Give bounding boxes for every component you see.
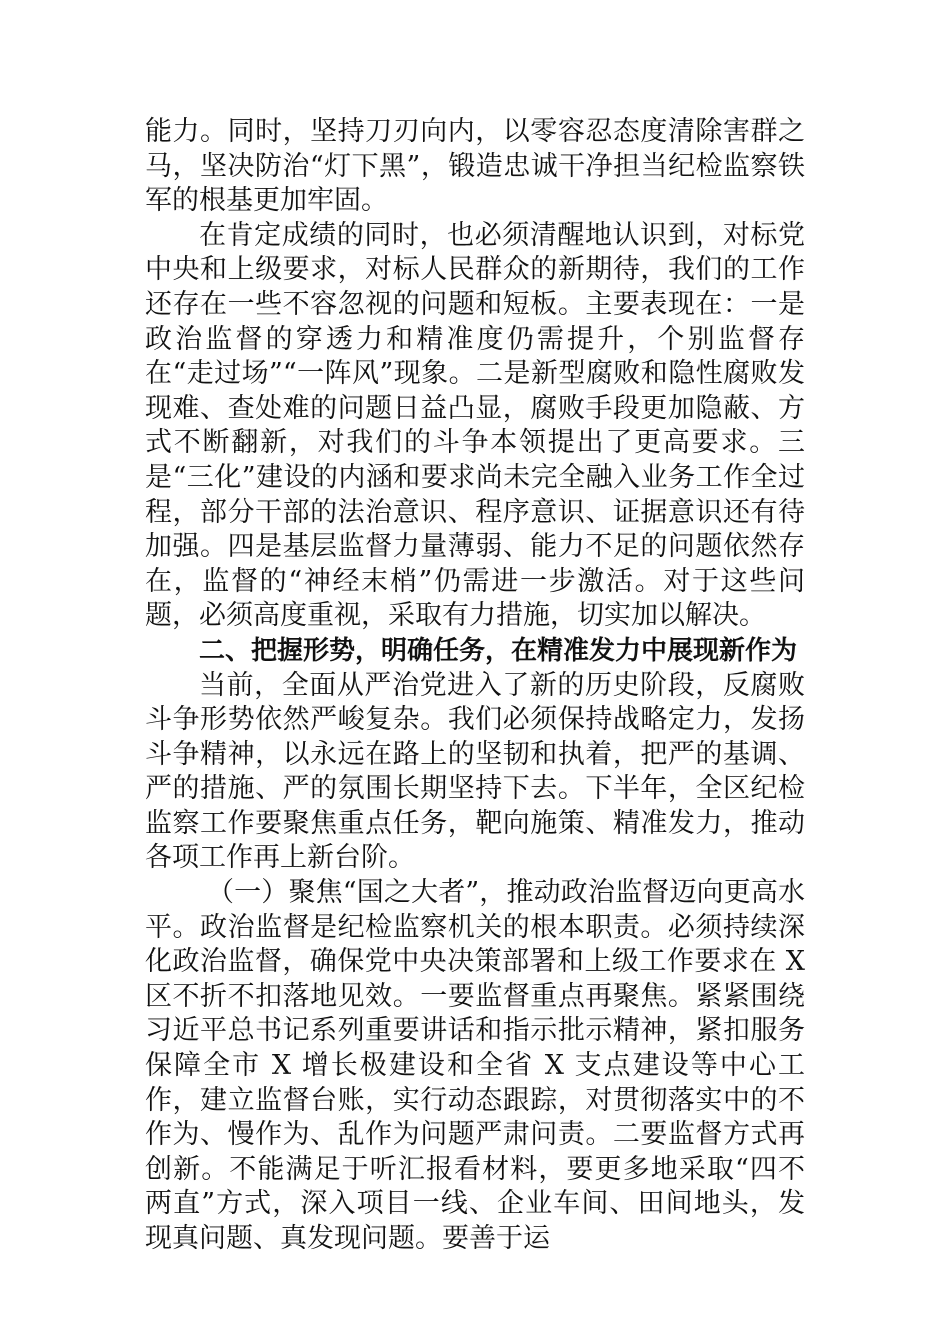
section-heading: 二、把握形势，明确任务，在精准发力中展现新作为: [199, 635, 798, 666]
paragraph-political-supervision: （一）聚焦“国之大者”，推动政治监督迈向更高水平。政治监督是纪检监察机关的根本职责。必须持续深化政治监督，确保党中央决策部署和上级工作要求在 X 区不折不扣落地见效。一要监督重点再聚焦。紧紧围绕习近平总书记系列重要讲话和指示批示精神，紧扣服务保障全市 X 增长极建设和全省 X 支点建设等中心工作，建立监督台账，实行动态跟踪，对贯彻落实中的不作为、慢作为、乱作为问题严肃问责。二要监督方式再创新。不能满足于听汇报看材料，要更多地采取“四不两直”方式，深入项目一线、企业车间、田间地头，发现真问题、真发现问题。要善于运: [145, 877, 805, 1254]
paragraph-situation: 当前，全面从严治党进入了新的历史阶段，反腐败斗争形势依然严峻复杂。我们必须保持战略定力，发扬斗争精神，以永远在路上的坚韧和执着，把严的基调、严的措施、严的氛围长期坚持下去。下半年，全区纪检监察工作要聚焦重点任务，靶向施策、精准发力，推动各项工作再上新台阶。: [145, 669, 805, 874]
paragraph-continuation: 能力。同时，坚持刀刃向内，以零容忍态度清除害群之马，坚决防治“灯下黑”，锻造忠诚干净担当纪检监察铁军的根基更加牢固。: [145, 116, 805, 217]
document-page: [145, 115, 805, 1257]
paragraph-problems: 在肯定成绩的同时，也必须清醒地认识到，对标党中央和上级要求，对标人民群众的新期待，我们的工作还存在一些不容忽视的问题和短板。主要表现在：一是政治监督的穿透力和精准度仍需提升，个别监督存在“走过场”“一阵风”现象。二是新型腐败和隐性腐败发现难、查处难的问题日益凸显，腐败手段更加隐蔽、方式不断翻新，对我们的斗争本领提出了更高要求。三是“三化”建设的内涵和要求尚未完全融入业务工作全过程，部分干部的法治意识、程序意识、证据意识还有待加强。四是基层监督力量薄弱、能力不足的问题依然存在，监督的“神经末梢”仍需进一步激活。对于这些问题，必须高度重视，采取有力措施，切实加以解决。: [145, 219, 805, 632]
